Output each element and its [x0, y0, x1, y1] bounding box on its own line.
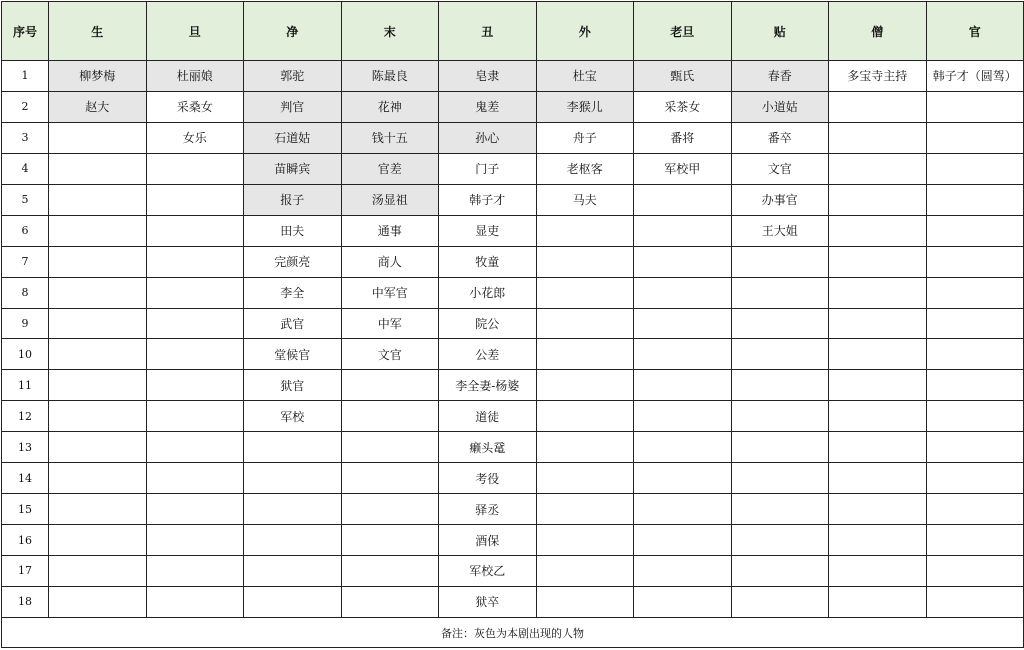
- role-cell: 李全: [244, 277, 342, 308]
- role-cell: [634, 370, 732, 401]
- role-cell: 马夫: [536, 184, 634, 215]
- role-cell: 显吏: [439, 215, 537, 246]
- role-cell: [341, 586, 439, 617]
- role-cell: 堂候官: [244, 339, 342, 370]
- role-cell: [49, 432, 147, 463]
- role-cell: 柳梦梅: [49, 61, 147, 92]
- role-cell: [244, 494, 342, 525]
- role-cell: [634, 586, 732, 617]
- role-cell: [341, 556, 439, 587]
- column-header: 老旦: [634, 2, 732, 61]
- role-cell: [244, 432, 342, 463]
- role-cell: [49, 122, 147, 153]
- row-index: 12: [2, 401, 49, 432]
- role-cell: [634, 556, 732, 587]
- role-cell: [926, 432, 1024, 463]
- role-cell: 孙心: [439, 122, 537, 153]
- role-cell: 办事官: [731, 184, 829, 215]
- role-cell: [926, 494, 1024, 525]
- role-cell: 狱卒: [439, 586, 537, 617]
- role-cell: [926, 308, 1024, 339]
- role-cell: [829, 215, 927, 246]
- row-index: 16: [2, 525, 49, 556]
- role-cell: [341, 525, 439, 556]
- row-index: 10: [2, 339, 49, 370]
- role-cell: [49, 277, 147, 308]
- role-cell: [341, 370, 439, 401]
- column-header: 净: [244, 2, 342, 61]
- role-cell: 韩子才: [439, 184, 537, 215]
- role-cell: [146, 494, 244, 525]
- role-cell: [829, 184, 927, 215]
- role-cell: [536, 215, 634, 246]
- role-cell: 完颜亮: [244, 246, 342, 277]
- role-cell: [829, 122, 927, 153]
- table-row: [2, 370, 1024, 401]
- role-cell: [731, 525, 829, 556]
- role-cell: [146, 277, 244, 308]
- role-cell: [536, 463, 634, 494]
- role-cell: 考役: [439, 463, 537, 494]
- role-cell: [536, 339, 634, 370]
- role-cell: [634, 215, 732, 246]
- role-cell: [244, 463, 342, 494]
- role-cell: [829, 308, 927, 339]
- role-cell: 判官: [244, 91, 342, 122]
- table-row: [2, 494, 1024, 525]
- role-cell: 赵大: [49, 91, 147, 122]
- role-cell: [341, 463, 439, 494]
- table-row: [2, 586, 1024, 617]
- role-cell: [634, 246, 732, 277]
- role-cell: 杜丽娘: [146, 61, 244, 92]
- column-header: 生: [49, 2, 147, 61]
- role-cell: [536, 401, 634, 432]
- role-cell: [49, 494, 147, 525]
- role-cell: [829, 494, 927, 525]
- table-row: [2, 556, 1024, 587]
- role-cell: [634, 308, 732, 339]
- column-header: 贴: [731, 2, 829, 61]
- role-cell: 采茶女: [634, 91, 732, 122]
- role-cell: [536, 556, 634, 587]
- role-cell: [926, 463, 1024, 494]
- role-cell: 李全妻-杨婆: [439, 370, 537, 401]
- role-cell: [146, 308, 244, 339]
- role-cell: [731, 586, 829, 617]
- column-header: 末: [341, 2, 439, 61]
- role-cell: [146, 432, 244, 463]
- row-index: 2: [2, 91, 49, 122]
- role-cell: [536, 586, 634, 617]
- role-cell: 杜宝: [536, 61, 634, 92]
- row-index: 14: [2, 463, 49, 494]
- role-cell: 军校乙: [439, 556, 537, 587]
- role-cell: [634, 401, 732, 432]
- role-cell: 李猴儿: [536, 91, 634, 122]
- role-cell: [536, 308, 634, 339]
- column-header-index: 序号: [2, 2, 49, 61]
- role-cell: [244, 525, 342, 556]
- role-cell: 驿丞: [439, 494, 537, 525]
- role-cell: 军校: [244, 401, 342, 432]
- role-cell: [926, 401, 1024, 432]
- role-cell: [49, 339, 147, 370]
- role-cell: [146, 215, 244, 246]
- role-cell: [829, 556, 927, 587]
- table-row: [2, 153, 1024, 184]
- role-cell: [829, 370, 927, 401]
- role-cell: [146, 246, 244, 277]
- role-cell: 苗瞬宾: [244, 153, 342, 184]
- role-cell: 汤显祖: [341, 184, 439, 215]
- role-cell: [829, 246, 927, 277]
- role-cell: [829, 339, 927, 370]
- column-header: 僧: [829, 2, 927, 61]
- role-cell: 小花郎: [439, 277, 537, 308]
- role-cell: 皂隶: [439, 61, 537, 92]
- role-cell: [926, 246, 1024, 277]
- role-cell: [49, 370, 147, 401]
- role-cell: [829, 401, 927, 432]
- role-cell: 通事: [341, 215, 439, 246]
- table-body: [2, 61, 1024, 618]
- role-cell: 采桑女: [146, 91, 244, 122]
- role-table: [1, 1, 1024, 648]
- role-cell: [146, 370, 244, 401]
- table-row: [2, 525, 1024, 556]
- role-cell: 陈最良: [341, 61, 439, 92]
- table-header: [2, 2, 1024, 61]
- role-cell: [146, 401, 244, 432]
- role-cell: [49, 153, 147, 184]
- role-cell: [926, 184, 1024, 215]
- role-cell: [731, 463, 829, 494]
- role-cell: 中军: [341, 308, 439, 339]
- role-cell: [926, 370, 1024, 401]
- role-cell: [829, 91, 927, 122]
- header-row: [2, 2, 1024, 61]
- role-cell: [634, 463, 732, 494]
- role-cell: 番将: [634, 122, 732, 153]
- row-index: 8: [2, 277, 49, 308]
- role-cell: [146, 153, 244, 184]
- role-cell: [926, 91, 1024, 122]
- role-cell: [731, 556, 829, 587]
- role-cell: 老枢客: [536, 153, 634, 184]
- role-cell: 商人: [341, 246, 439, 277]
- role-cell: [731, 401, 829, 432]
- column-header: 官: [926, 2, 1024, 61]
- role-cell: 报子: [244, 184, 342, 215]
- role-cell: [926, 339, 1024, 370]
- table-row: [2, 246, 1024, 277]
- table-note: 备注：灰色为本剧出现的人物: [2, 618, 1024, 648]
- role-cell: [634, 277, 732, 308]
- role-cell: [829, 432, 927, 463]
- role-cell: 军校甲: [634, 153, 732, 184]
- role-cell: 牧童: [439, 246, 537, 277]
- table-row: [2, 91, 1024, 122]
- table-row: [2, 122, 1024, 153]
- role-cell: [829, 525, 927, 556]
- role-cell: [49, 215, 147, 246]
- role-cell: 鬼差: [439, 91, 537, 122]
- role-cell: [731, 308, 829, 339]
- role-cell: 酒保: [439, 525, 537, 556]
- role-cell: [536, 370, 634, 401]
- role-cell: [731, 370, 829, 401]
- column-header: 丑: [439, 2, 537, 61]
- role-cell: 公差: [439, 339, 537, 370]
- role-cell: [536, 525, 634, 556]
- role-cell: [146, 339, 244, 370]
- role-cell: 钱十五: [341, 122, 439, 153]
- table-footer: [2, 618, 1024, 648]
- role-cell: 花神: [341, 91, 439, 122]
- role-cell: [634, 339, 732, 370]
- role-cell: 春香: [731, 61, 829, 92]
- role-cell: [731, 432, 829, 463]
- note-row: [2, 618, 1024, 648]
- role-cell: [49, 525, 147, 556]
- role-cell: 道徒: [439, 401, 537, 432]
- role-cell: [926, 556, 1024, 587]
- role-cell: [49, 246, 147, 277]
- table-row: [2, 277, 1024, 308]
- role-cell: [731, 246, 829, 277]
- role-cell: [49, 586, 147, 617]
- role-cell: [829, 463, 927, 494]
- row-index: 17: [2, 556, 49, 587]
- table-row: [2, 432, 1024, 463]
- role-cell: 王大姐: [731, 215, 829, 246]
- role-cell: 郭驼: [244, 61, 342, 92]
- role-cell: [341, 494, 439, 525]
- role-cell: 韩子才（圆驾）: [926, 61, 1024, 92]
- role-cell: [731, 494, 829, 525]
- role-cell: 文官: [731, 153, 829, 184]
- table-row: [2, 184, 1024, 215]
- table-row: [2, 215, 1024, 246]
- role-cell: [536, 494, 634, 525]
- table-row: [2, 339, 1024, 370]
- row-index: 3: [2, 122, 49, 153]
- column-header: 旦: [146, 2, 244, 61]
- role-cell: [146, 463, 244, 494]
- role-cell: [926, 586, 1024, 617]
- role-cell: [829, 586, 927, 617]
- role-cell: 官差: [341, 153, 439, 184]
- role-cell: [634, 432, 732, 463]
- role-cell: [146, 184, 244, 215]
- row-index: 7: [2, 246, 49, 277]
- role-cell: [244, 556, 342, 587]
- role-cell: [634, 494, 732, 525]
- role-cell: 武官: [244, 308, 342, 339]
- row-index: 4: [2, 153, 49, 184]
- role-cell: [49, 184, 147, 215]
- role-cell: [536, 246, 634, 277]
- role-cell: 癞头鼋: [439, 432, 537, 463]
- column-header: 外: [536, 2, 634, 61]
- table-row: [2, 308, 1024, 339]
- role-cell: 小道姑: [731, 91, 829, 122]
- role-cell: [926, 122, 1024, 153]
- role-cell: 中军官: [341, 277, 439, 308]
- table-row: [2, 61, 1024, 92]
- role-cell: 女乐: [146, 122, 244, 153]
- role-cell: [536, 277, 634, 308]
- row-index: 18: [2, 586, 49, 617]
- role-cell: [536, 432, 634, 463]
- role-cell: [49, 401, 147, 432]
- role-cell: [146, 525, 244, 556]
- row-index: 5: [2, 184, 49, 215]
- role-cell: [926, 215, 1024, 246]
- row-index: 11: [2, 370, 49, 401]
- role-cell: [926, 277, 1024, 308]
- row-index: 15: [2, 494, 49, 525]
- role-cell: [244, 586, 342, 617]
- role-cell: 狱官: [244, 370, 342, 401]
- role-cell: [731, 277, 829, 308]
- role-cell: 石道姑: [244, 122, 342, 153]
- role-cell: [634, 525, 732, 556]
- role-cell: 门子: [439, 153, 537, 184]
- role-cell: [829, 277, 927, 308]
- role-cell: [341, 432, 439, 463]
- role-cell: [926, 525, 1024, 556]
- table-row: [2, 401, 1024, 432]
- role-cell: [146, 556, 244, 587]
- role-cell: [49, 308, 147, 339]
- role-cell: [829, 153, 927, 184]
- role-cell: 多宝寺主持: [829, 61, 927, 92]
- role-cell: 舟子: [536, 122, 634, 153]
- role-cell: 田夫: [244, 215, 342, 246]
- row-index: 9: [2, 308, 49, 339]
- role-cell: 番卒: [731, 122, 829, 153]
- role-cell: 甄氏: [634, 61, 732, 92]
- row-index: 6: [2, 215, 49, 246]
- role-cell: [341, 401, 439, 432]
- role-cell: [146, 586, 244, 617]
- table-row: [2, 463, 1024, 494]
- role-cell: [49, 463, 147, 494]
- role-cell: 院公: [439, 308, 537, 339]
- role-cell: [49, 556, 147, 587]
- row-index: 1: [2, 61, 49, 92]
- role-cell: [926, 153, 1024, 184]
- role-cell: 文官: [341, 339, 439, 370]
- row-index: 13: [2, 432, 49, 463]
- role-cell: [634, 184, 732, 215]
- role-cell: [731, 339, 829, 370]
